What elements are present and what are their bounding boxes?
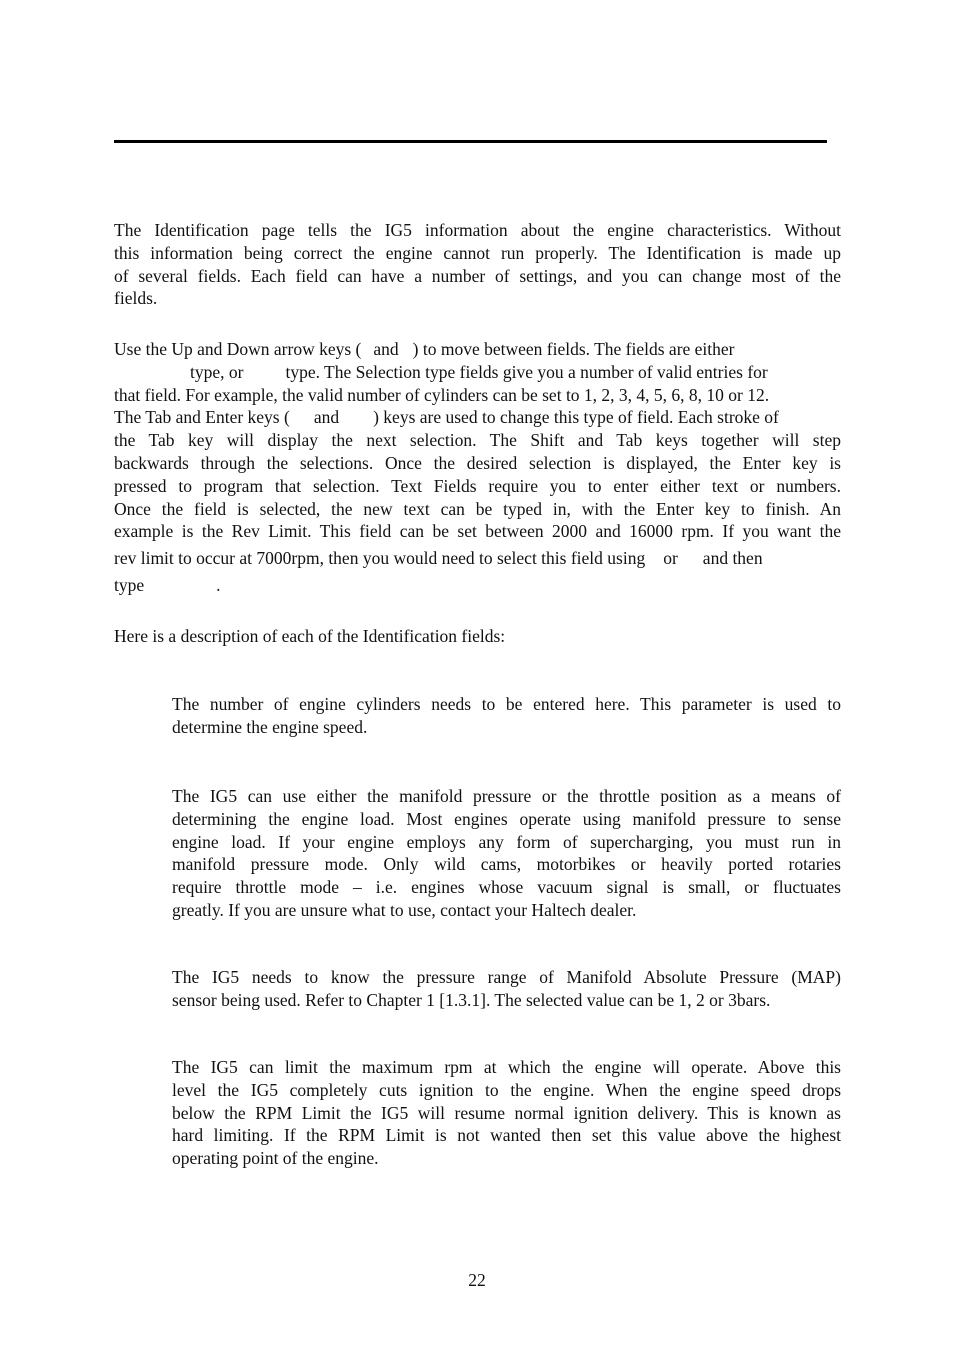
- load-line: manifold pressure mode. Only wild cams, motorbikes or heavily ported rotaries: [172, 854, 841, 875]
- intro-line: fields.: [114, 288, 158, 309]
- usage-line: backwards through the selections. Once the desired selection is displayed, the Enter key is: [114, 452, 841, 473]
- intro-paragraph: [114, 219, 841, 310]
- usage-paragraph: [114, 338, 841, 597]
- usage-line: [114, 338, 841, 361]
- load-line: greatly. If you are unsure what to use, contact your Haltech dealer.: [172, 899, 637, 920]
- rpm-line: hard limiting. If the RPM Limit is not wanted then set this value above the highest: [172, 1125, 841, 1146]
- map-description: [172, 966, 841, 1012]
- cylinders-line: The number of engine cylinders needs to be entered here. This parameter is used to: [172, 694, 841, 714]
- load-line: The IG5 can use either the manifold pressure or the throttle position as a means of: [172, 786, 841, 806]
- usage-text: Use the Up and Down arrow keys ( and ) to move between fields. The fields are either: [114, 339, 735, 359]
- rpm-line: below the RPM Limit the IG5 will resume normal ignition delivery. This is known as: [172, 1102, 841, 1123]
- cylinders-line: determine the engine speed.: [172, 716, 368, 737]
- map-line: The IG5 needs to know the pressure range of Manifold Absolute Pressure (MAP): [172, 967, 841, 987]
- rpm-line: level the IG5 completely cuts ignition to the engine. When the engine speed drops: [172, 1079, 841, 1100]
- fields-intro: [114, 625, 841, 648]
- load-description: [172, 785, 841, 922]
- usage-line: that field. For example, the valid number of cylinders can be set to 1, 2, 3, 4, 5, 6, 8, 10 or 12.: [114, 384, 770, 405]
- rpm-limit-description: [172, 1056, 841, 1170]
- rpm-line: operating point of the engine.: [172, 1148, 379, 1169]
- usage-line: rev limit to occur at 7000rpm, then you would need to select this field using or and then: [114, 548, 763, 569]
- usage-line: The Tab and Enter keys ( and ) keys are used to change this type of field. Each stroke of: [114, 407, 779, 428]
- usage-line: the Tab key will display the next selection. The Shift and Tab keys together will step: [114, 430, 841, 451]
- intro-line: this information being correct the engine cannot run properly. The Identification is made up: [114, 242, 841, 263]
- load-line: determining the engine load. Most engines operate using manifold pressure to sense: [172, 808, 841, 829]
- usage-line: type, or type. The Selection type fields give you a number of valid entries for: [190, 361, 768, 382]
- load-line: engine load. If your engine employs any form of supercharging, you must run in: [172, 831, 841, 852]
- usage-line: Once the field is selected, the new text can be typed in, with the Enter key to finish. An: [114, 498, 841, 519]
- rpm-line: The IG5 can limit the maximum rpm at which the engine will operate. Above this: [172, 1057, 841, 1077]
- fields-intro-text: Here is a description of each of the Identification fields:: [114, 626, 506, 646]
- usage-line: pressed to program that selection. Text Fields require you to enter either text or numbers.: [114, 475, 841, 496]
- intro-line: of several fields. Each field can have a number of settings, and you can change most of the: [114, 265, 841, 286]
- header-rule: [114, 140, 827, 143]
- load-line: require throttle mode – i.e. engines whose vacuum signal is small, or fluctuates: [172, 877, 841, 898]
- usage-line: type .: [114, 574, 221, 595]
- cylinders-description: [172, 693, 841, 739]
- intro-line: The Identification page tells the IG5 information about the engine characteristics. Without: [114, 220, 841, 240]
- usage-line: example is the Rev Limit. This field can be set between 2000 and 16000 rpm. If you want the: [114, 521, 841, 542]
- page-number: 22: [468, 1270, 486, 1290]
- map-line: sensor being used. Refer to Chapter 1 [1.3.1]. The selected value can be 1, 2 or 3bars.: [172, 989, 771, 1010]
